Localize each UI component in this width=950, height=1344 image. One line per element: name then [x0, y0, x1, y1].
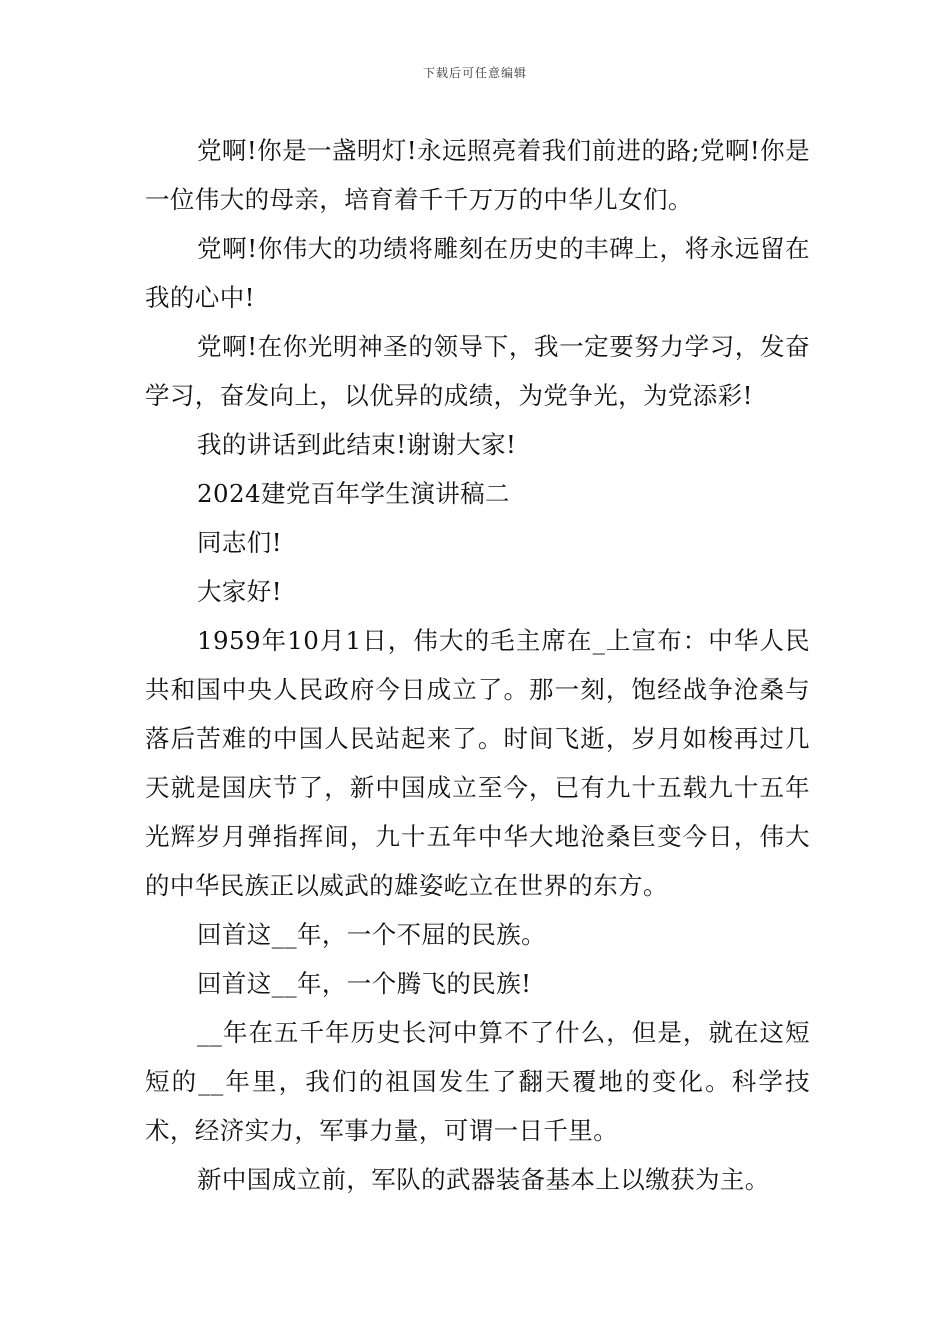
paragraph-changes: __年在五千年历史长河中算不了什么，但是，就在这短短的__年里，我们的祖国发生了翻天覆地的变化。科学技术，经济实力，军事力量，可谓一日千里。	[145, 1018, 810, 1145]
paragraph-look-back-2: 回首这__年，一个腾飞的民族!	[197, 969, 532, 998]
header-note: 下载后可任意编辑	[422, 66, 527, 80]
paragraph-3: 党啊!在你光明神圣的领导下，我一定要努力学习，发奋学习，奋发向上，以优异的成绩，为党争光，为党添彩!	[145, 332, 810, 410]
paragraph-2: 党啊!你伟大的功绩将雕刻在历史的丰碑上，将永远留在我的心中!	[145, 234, 810, 312]
document-body	[145, 126, 810, 1204]
paragraph-look-back-1: 回首这__年，一个不屈的民族。	[197, 920, 546, 949]
paragraph-1: 党啊!你是一盏明灯!永远照亮着我们前进的路;党啊!你是一位伟大的母亲，培育着千千万万的中华儿女们。	[145, 136, 810, 214]
section-title: 2024建党百年学生演讲稿二	[197, 479, 510, 508]
paragraph-military: 新中国成立前，军队的武器装备基本上以缴获为主。	[197, 1165, 770, 1194]
greeting-comrades: 同志们!	[197, 528, 282, 557]
greeting-everyone: 大家好!	[197, 577, 282, 606]
paragraph-4: 我的讲话到此结束!谢谢大家!	[197, 430, 517, 459]
paragraph-history: 1959年10月1日，伟大的毛主席在_上宣布：中华人民共和国中央人民政府今日成立了。那一刻，饱经战争沧桑与落后苦难的中国人民站起来了。时间飞逝，岁月如梭再过几天就是国庆节了，新中国成立至今，已有九十五载九十五年光辉岁月弹指挥间，九十五年中华大地沧桑巨变今日，伟大的中华民族正以威武的雄姿屹立在世界的东方。	[145, 626, 810, 900]
